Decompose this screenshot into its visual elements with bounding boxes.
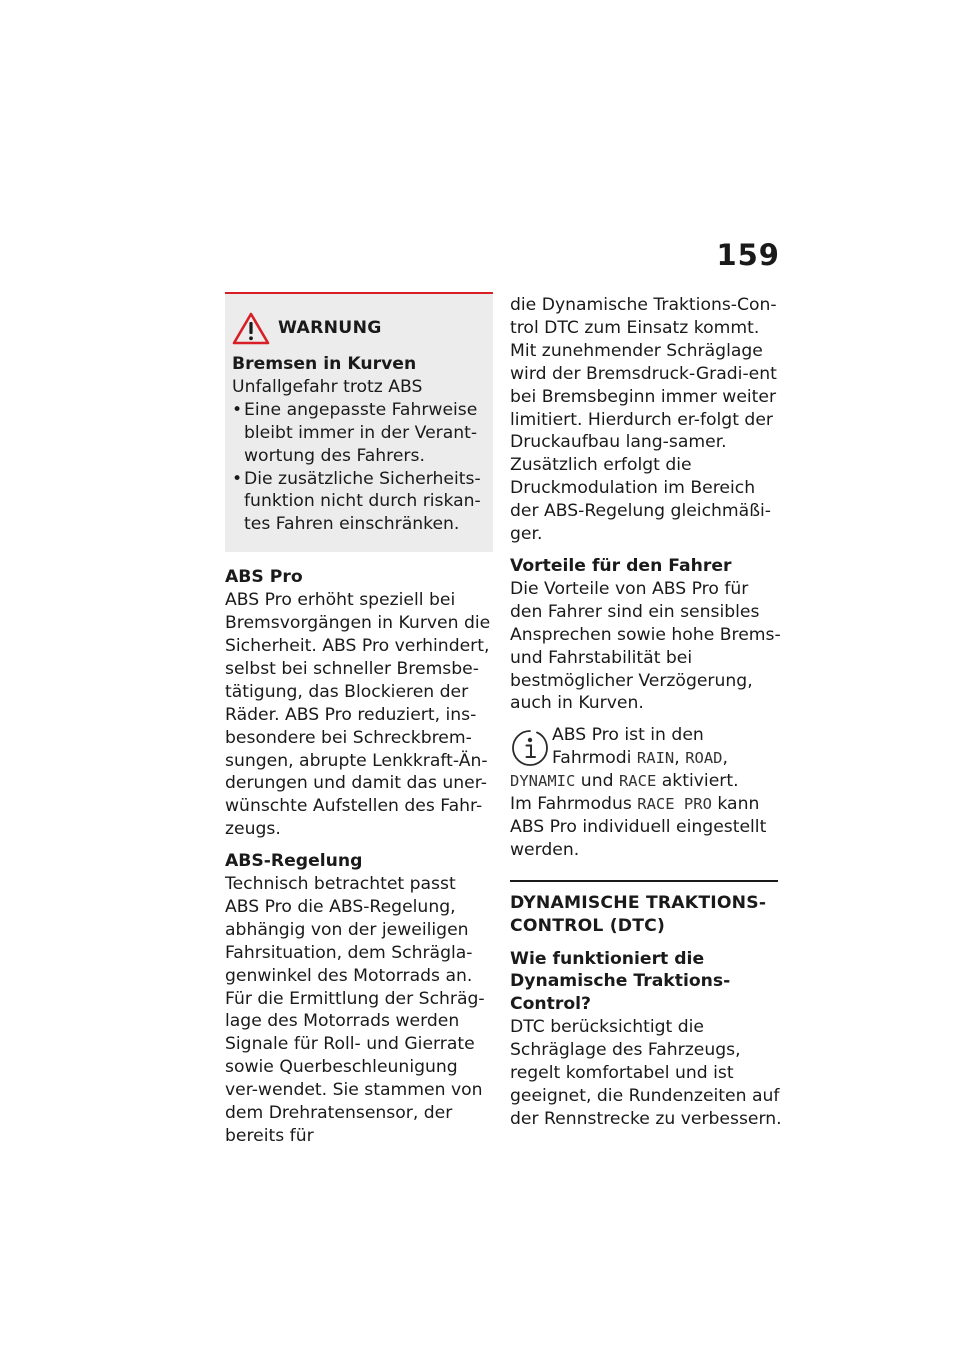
info-note (510, 724, 782, 861)
info-aktiviert: aktiviert. (661, 771, 739, 792)
info-rest: ABS Pro individuell eingestellt werden. (510, 816, 767, 860)
continued-paragraph: die Dynamische Traktions-Con-trol DTC zum Einsatz kommt. Mit zunehmender Schräglage wird der Bremsdruck-Gradi-ent bei Bremsbeginn immer weiter limitiert. Hierdurch er-folgt der Druckaufbau lang-samer. Zusätzlich erfolgt die Druckmodulation im Bereich der ABS-Regelung gleichmäßi-ger. (510, 295, 777, 545)
abs-regelung-title: ABS-Regelung (225, 851, 363, 872)
mode-race-pro: RACE PRO (637, 795, 712, 814)
abs-pro-section (225, 566, 493, 841)
info-icon (510, 728, 550, 768)
question-title: Wie funktioniert die Dynamische Traktions-Control? (510, 948, 731, 1015)
chapter-title-line-2: CONTROL (DTC) (510, 915, 666, 936)
warning-bullet-list (232, 399, 485, 536)
vorteile-body: Die Vorteile von ABS Pro für den Fahrer sind ein sensibles Ansprechen sowie hohe Brems- und Fahrstabilität bei bestmöglicher Verzögerung, auch in Kurven. (510, 578, 781, 714)
warning-box (225, 292, 493, 552)
left-column (225, 292, 493, 1157)
warning-subtitle: Bremsen in Kurven (232, 354, 417, 374)
warning-triangle-icon (232, 312, 270, 345)
abs-regelung-body: Technisch betrachtet passt ABS Pro die ABS-Regelung, abhängig von der jeweiligen Fahrsituation, dem Schrägla-genwinkel des Motorrads an. Für die Ermittlung der Schräg-lage des Motorrads werden Signale für Roll- und Gierrate sowie Querbeschleunigung ver-wendet. Sie stammen von dem Drehratensensor, der bereits für (225, 874, 485, 1146)
info-comma: , (722, 748, 728, 769)
chapter-divider (510, 880, 778, 882)
dtc-question-section (510, 948, 782, 1131)
warning-bullet: • Eine angepasste Fahrweise bleibt immer in der Verant-wortung des Fahrers. (232, 399, 485, 468)
mode-rain: RAIN (636, 749, 675, 768)
mode-dynamic: DYNAMIC (510, 772, 576, 791)
vorteile-title: Vorteile für den Fahrer (510, 555, 732, 576)
vorteile-section (510, 555, 782, 715)
abs-pro-body: ABS Pro erhöht speziell bei Bremsvorgängen in Kurven die Sicherheit. ABS Pro verhindert, selbst bei schneller Bremsbe-tätigung, das Blockieren der Räder. ABS Pro reduziert, ins-besondere bei Schreckbrem-sungen, abrupte Lenkkraft-Än-derungen und damit das uner-wünschte Aufstellen des Fahr-zeugs. (225, 590, 491, 840)
info-line-1: ABS Pro ist in den (552, 725, 704, 746)
info-line-3 (510, 770, 782, 793)
abs-pro-title: ABS Pro (225, 567, 303, 588)
mode-road: ROAD (685, 749, 723, 768)
warning-label: WARNUNG (278, 318, 382, 339)
chapter-title (510, 892, 782, 938)
warning-header (232, 312, 485, 345)
info-line-4 (510, 793, 782, 816)
right-column (510, 294, 782, 1140)
info-im-fahrmodus: Im Fahrmodus (510, 794, 632, 815)
info-comma: , (674, 748, 680, 769)
info-kann: kann (717, 794, 760, 815)
page-number: 159 (716, 238, 780, 272)
mode-race: RACE (618, 772, 657, 791)
warning-hazard: Unfallgefahr trotz ABS (232, 376, 423, 397)
abs-regelung-section (225, 850, 493, 1148)
chapter-title-line-1: DYNAMISCHE TRAKTIONS- (510, 892, 767, 913)
info-fahrmodi: Fahrmodi (552, 748, 632, 769)
info-line-2 (510, 747, 782, 770)
question-body: DTC berücksichtigt die Schräglage des Fahrzeugs, regelt komfortabel und ist geeignet, die Rundenzeiten auf der Rennstrecke zu verbessern. (510, 1017, 782, 1129)
info-und: und (580, 771, 614, 792)
warning-bullet: • Die zusätzliche Sicherheits-funktion nicht durch riskan-tes Fahren einschränken. (232, 468, 485, 537)
